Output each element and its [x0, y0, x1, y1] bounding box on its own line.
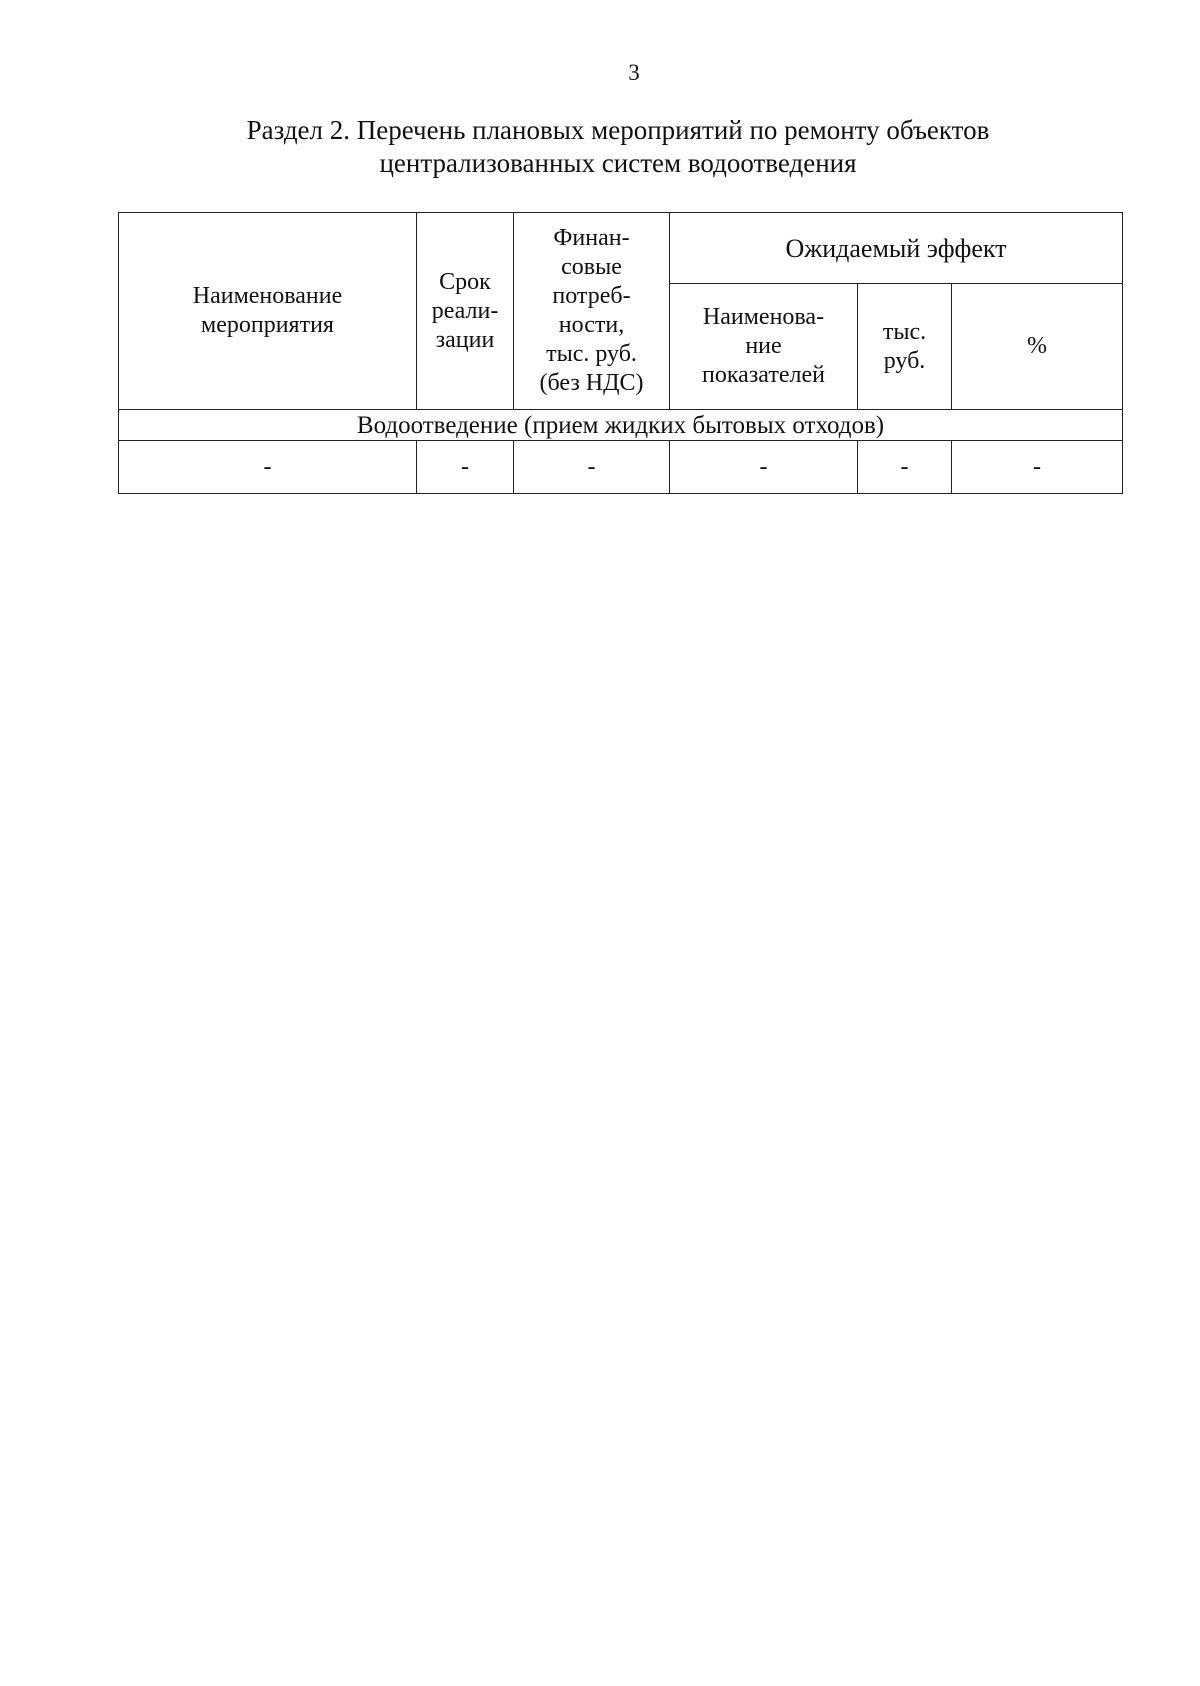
section-row: [119, 410, 1123, 441]
section-title-line-2: централизованных систем водоотведения: [379, 148, 857, 178]
header-name: Наименование мероприятия: [119, 213, 417, 410]
plan-table: [118, 212, 1123, 494]
header-indicator-name: Наименова- ние показателей: [670, 284, 858, 410]
section-title: [0, 114, 1200, 180]
page-number: 3: [628, 60, 640, 85]
cell-percent: -: [952, 441, 1123, 494]
cell-name: -: [119, 441, 417, 494]
section-title-line-1: Раздел 2. Перечень плановых мероприятий по ремонту объектов: [246, 115, 990, 145]
cell-finance: -: [514, 441, 670, 494]
header-percent: %: [952, 284, 1123, 410]
section-label: Водоотведение (прием жидких бытовых отходов): [119, 410, 1123, 441]
cell-term: -: [417, 441, 514, 494]
header-term: Срок реали- зации: [417, 213, 514, 410]
table-row: [119, 441, 1123, 494]
header-finance: Финан- совые потреб- ности, тыс. руб. (без НДС): [514, 213, 670, 410]
header-row-1: [119, 213, 1123, 284]
header-effect: Ожидаемый эффект: [670, 213, 1123, 284]
header-thousand-rub: тыс. руб.: [858, 284, 952, 410]
cell-thousand-rub: -: [858, 441, 952, 494]
cell-indicator-name: -: [670, 441, 858, 494]
